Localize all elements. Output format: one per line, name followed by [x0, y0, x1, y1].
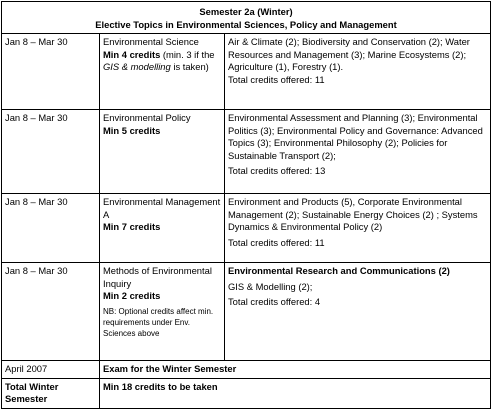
- footer-text: Min 18 credits to be taken: [100, 378, 491, 408]
- footer-label: Total Winter Semester: [2, 378, 100, 408]
- row-date: Jan 8 – Mar 30: [2, 34, 100, 110]
- total-credits: Total credits offered: 11: [228, 236, 325, 248]
- row-courses: [225, 194, 491, 263]
- exam-date: April 2007: [2, 361, 100, 379]
- table-row: [2, 194, 491, 263]
- module-name: Methods of Environmental Inquiry: [103, 265, 212, 289]
- row-courses: [225, 34, 491, 110]
- header-title: Elective Topics in Environmental Sciences, Policy and Management: [95, 19, 397, 30]
- min-credits: Min 5 credits: [103, 124, 161, 136]
- course-highlight: Environmental Research and Communications (2): [228, 265, 450, 276]
- row-courses: [225, 110, 491, 194]
- total-credits: Total credits offered: 13: [228, 165, 326, 177]
- total-credits: Total credits offered: 11: [228, 73, 325, 85]
- exam-row: [2, 361, 491, 379]
- row-date: Jan 8 – Mar 30: [2, 110, 100, 194]
- course-list: Air & Climate (2); Biodiversity and Conservation (2); Water Resources and Management (3); Marine Ecosystems (2); Agriculture (1), Forestry (1).: [228, 36, 470, 73]
- total-credits: Total credits offered: 4: [228, 296, 321, 308]
- row-courses: [225, 263, 491, 361]
- min-credits: Min 4 credits: [103, 48, 161, 60]
- module-name: Environmental Policy: [103, 112, 191, 123]
- min-note-italic: GIS & modelling: [103, 61, 171, 73]
- module-name: Environmental Management A: [103, 196, 221, 220]
- row-module: [100, 110, 225, 194]
- header-semester: Semester 2a (Winter): [199, 6, 293, 17]
- nb-note: NB: Optional credits affect min. requirements under Env. Sciences above: [103, 306, 214, 338]
- course-list: Environmental Assessment and Planning (3); Environmental Politics (3); Environmental Policy and Governance: Advanced Topics (3); Environmental Philosophy (2); Policies for Sustainable Transport (2);: [228, 112, 483, 161]
- min-note: (min. 3 if the: [160, 48, 215, 60]
- row-module: [100, 34, 225, 110]
- row-module: [100, 194, 225, 263]
- table-row: [2, 110, 491, 194]
- header-row: [2, 2, 491, 34]
- exam-text: Exam for the Winter Semester: [100, 361, 491, 379]
- footer-row: [2, 378, 491, 408]
- table-row: [2, 34, 491, 110]
- min-credits: Min 7 credits: [103, 221, 161, 233]
- row-module: [100, 263, 225, 361]
- row-date: Jan 8 – Mar 30: [2, 263, 100, 361]
- module-name: Environmental Science: [103, 36, 199, 47]
- min-note-end: is taken): [170, 61, 209, 73]
- table-row: [2, 263, 491, 361]
- row-date: Jan 8 – Mar 30: [2, 194, 100, 263]
- min-credits: Min 2 credits: [103, 290, 161, 302]
- semester-table: [1, 1, 491, 409]
- table-header: [2, 2, 491, 34]
- course-list: Environment and Products (5), Corporate Environmental Management (2); Sustainable Energy Choices (2) ; Systems Dynamics & Environmental Policy (2): [228, 196, 478, 233]
- course-list: GIS & Modelling (2);: [228, 280, 313, 292]
